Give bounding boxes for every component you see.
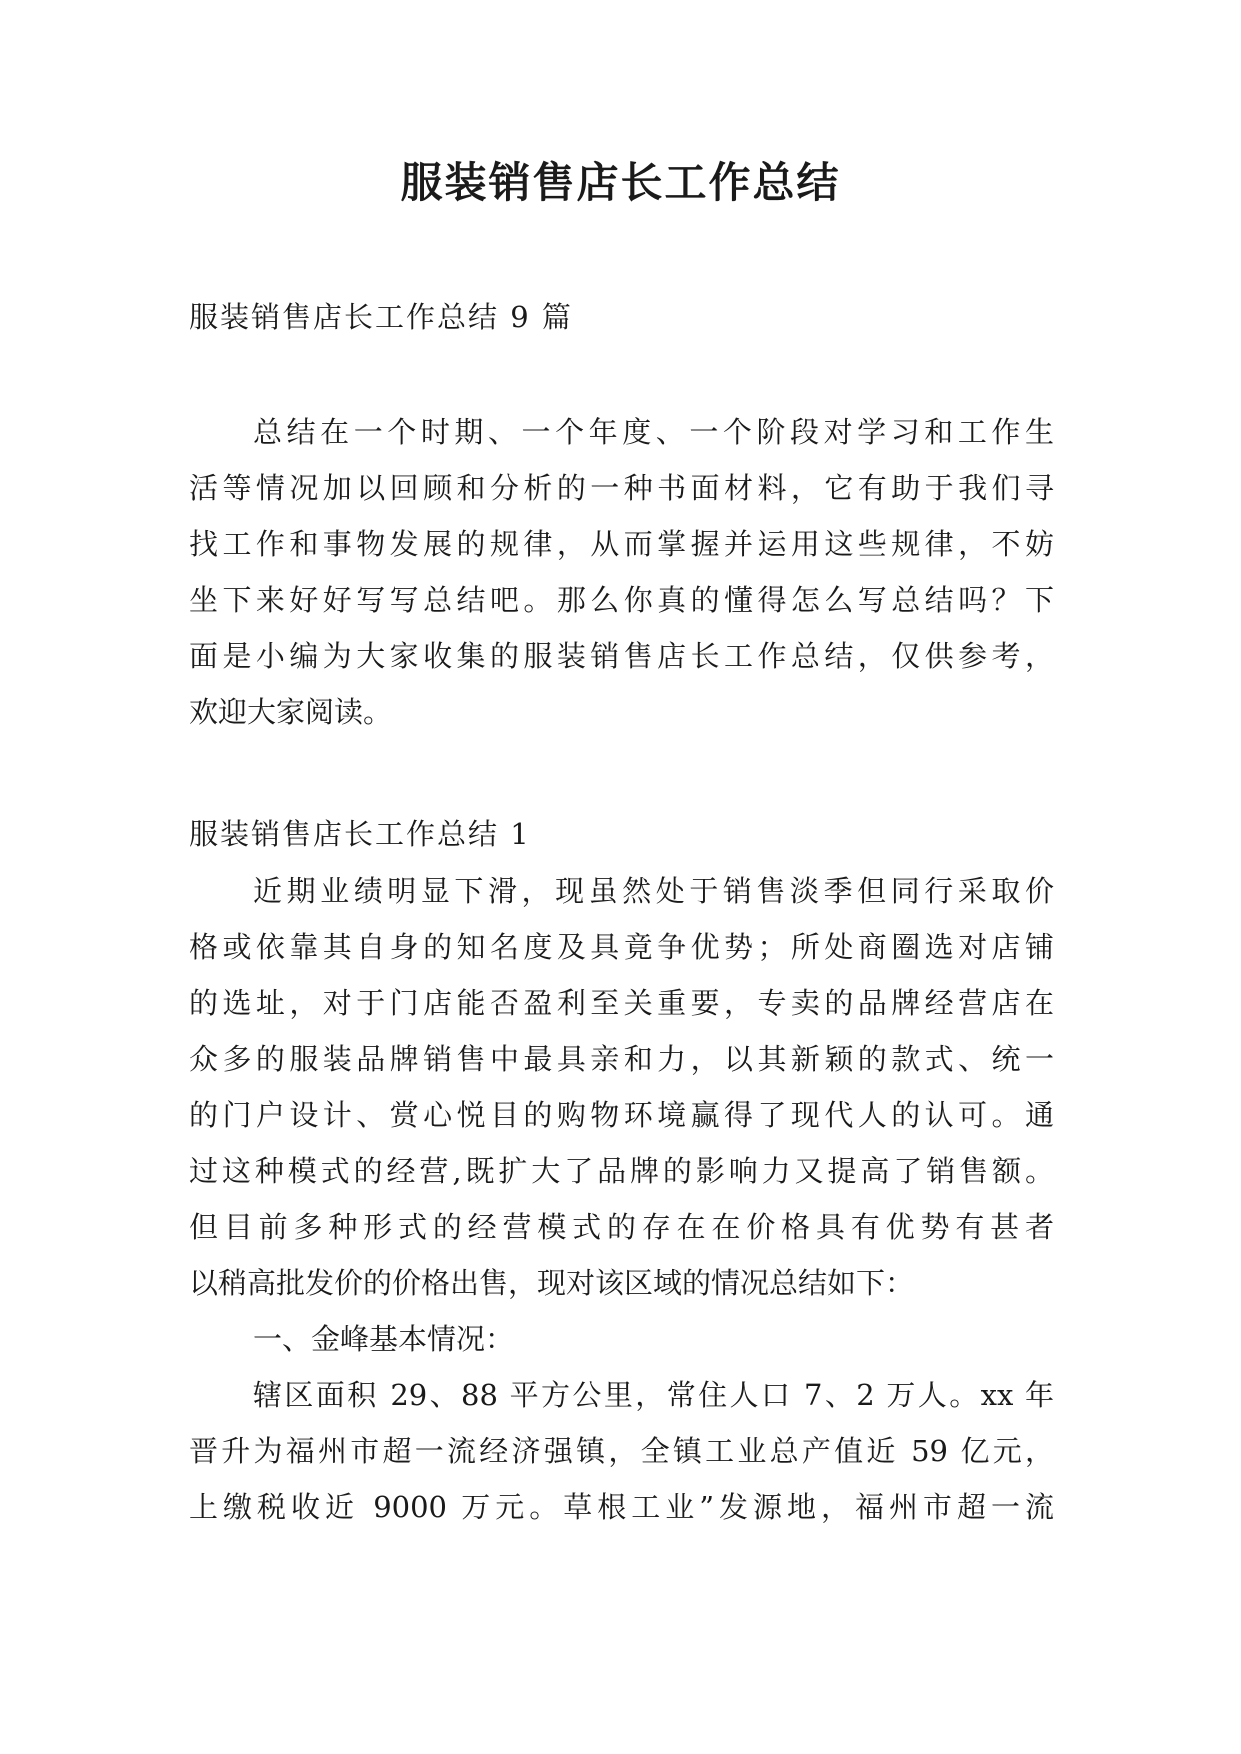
- intro-line: 坐下来好好写写总结吧。那么你真的懂得怎么写总结吗？下: [189, 583, 1054, 617]
- document-title: 服装销售店长工作总结: [400, 158, 841, 207]
- body-line: 众多的服装品牌销售中最具亲和力，以其新颖的款式、统一: [189, 1042, 1054, 1076]
- intro-paragraph: [189, 404, 1054, 740]
- subsection-heading: 一、金峰基本情况：: [253, 1322, 515, 1356]
- section-heading: 服装销售店长工作总结 1: [189, 817, 531, 851]
- intro-line: 面是小编为大家收集的服装销售店长工作总结，仅供参考，: [189, 639, 1054, 673]
- body-line: 以稍高批发价的价格出售，现对该区域的情况总结如下：: [189, 1266, 915, 1300]
- body-line: 的门户设计、赏心悦目的购物环境赢得了现代人的认可。通: [189, 1098, 1054, 1132]
- body-line: 过这种模式的经营,既扩大了品牌的影响力又提高了销售额。: [189, 1154, 1054, 1188]
- body-line: 格或依靠其自身的知名度及具竟争优势；所处商圈选对店铺: [189, 930, 1054, 964]
- body-line: 上缴税收近 9000 万元。草根工业”发源地，福州市超一流: [189, 1490, 1054, 1524]
- intro-line: 欢迎大家阅读。: [189, 695, 393, 729]
- body-line: 近期业绩明显下滑，现虽然处于销售淡季但同行采取价: [253, 874, 1054, 908]
- body-line: 的选址，对于门店能否盈利至关重要，专卖的品牌经营店在: [189, 986, 1054, 1020]
- intro-line: 总结在一个时期、一个年度、一个阶段对学习和工作生: [253, 415, 1054, 449]
- document-subtitle: 服装销售店长工作总结 9 篇: [189, 300, 573, 334]
- section1-body: [189, 863, 1054, 1535]
- body-line: 但目前多种形式的经营模式的存在在价格具有优势有甚者: [189, 1210, 1054, 1244]
- intro-line: 活等情况加以回顾和分析的一种书面材料，它有助于我们寻: [189, 471, 1054, 505]
- body-line: 辖区面积 29、88 平方公里，常住人口 7、2 万人。xx 年: [253, 1378, 1054, 1412]
- body-line: 晋升为福州市超一流经济强镇，全镇工业总产值近 59 亿元，: [189, 1434, 1054, 1468]
- intro-line: 找工作和事物发展的规律，从而掌握并运用这些规律，不妨: [189, 527, 1054, 561]
